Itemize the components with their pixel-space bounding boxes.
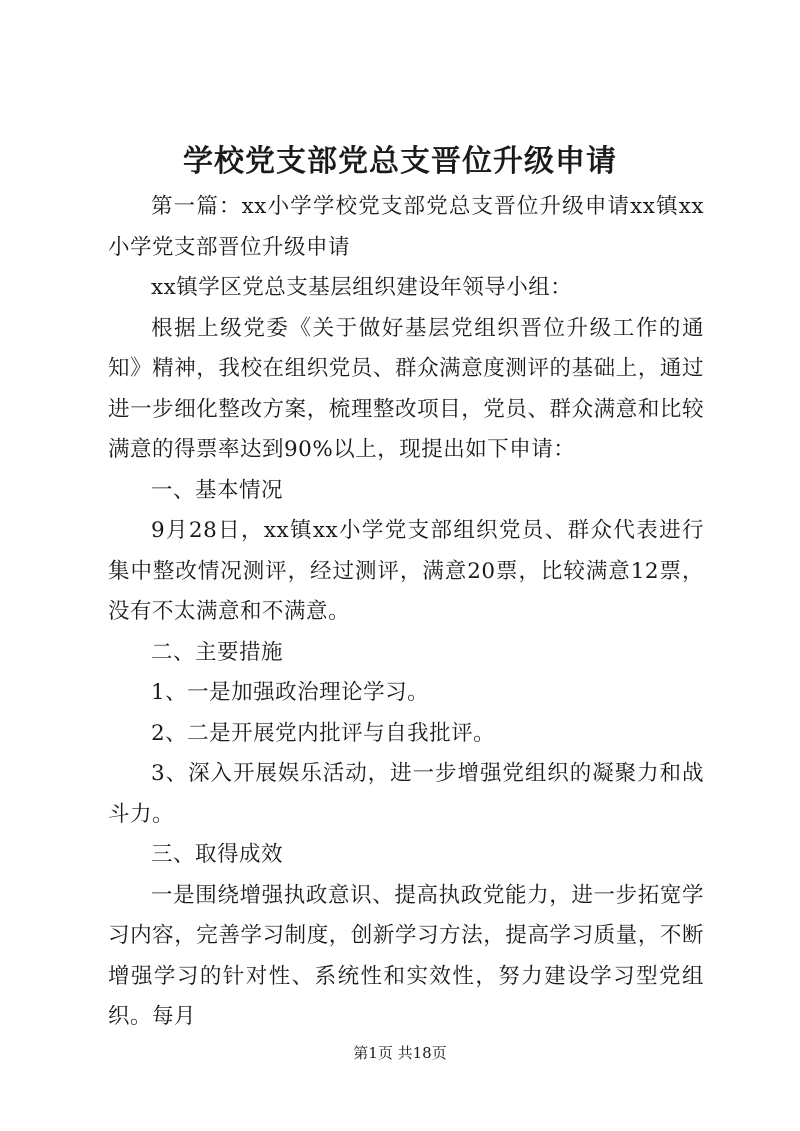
section-heading-basic-situation: 一、基本情况 [151,477,284,503]
list-item-measure-3: 3、深入开展娱乐活动，进一步增强党组织的凝聚力和战斗力。 [108,761,704,827]
page-footer: 第1页 共18页 [353,1044,447,1062]
section-heading-main-measures: 二、主要措施 [151,639,284,665]
section-heading-results: 三、取得成效 [151,842,284,867]
list-item-measure-2: 2、二是开展党内批评与自我批评。 [151,720,496,746]
paragraph-evaluation: 9月28日，xx镇xx小学党支部组织党员、群众代表进行集中整改情况测评，经过测评，满意20票，比较满意12票，没有不太满意和不满意。 [108,518,704,624]
paragraph-results: 一是围绕增强执政意识、提高执政党能力，进一步拓宽学习内容，完善学习制度，创新学习方法，提高学习质量，不断增强学习的针对性、系统性和实效性，努力建设学习型党组织。每月 [108,882,704,1029]
paragraph-basis: 根据上级党委《关于做好基层党组织晋位升级工作的通知》精神，我校在组织党员、群众满意度测评的基础上，通过进一步细化整改方案，梳理整改项目，党员、群众满意和比较满意的得票率达到90%以上，现提出如下申请： [108,315,704,462]
paragraph-intro-heading: 第一篇：xx小学学校党支部党总支晋位升级申请xx镇xx小学党支部晋位升级申请 [108,194,704,260]
document-body [108,187,704,1038]
list-item-measure-1: 1、一是加强政治理论学习。 [151,680,430,705]
paragraph-addressee: xx镇学区党总支基层组织建设年领导小组： [151,275,573,300]
document-title: 学校党支部党总支晋位升级申请 [183,144,617,179]
